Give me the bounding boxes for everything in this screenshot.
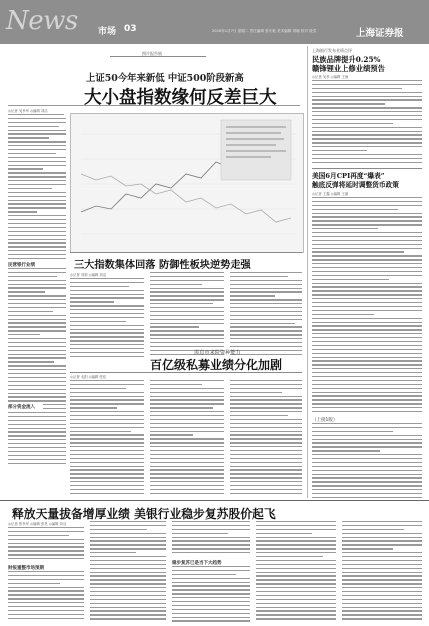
- chart-image: [70, 113, 304, 253]
- sidebar-middle-byline: ◎记者 王鑫 ◎编辑 王丽: [312, 192, 349, 196]
- section-head-left2: 部分资金流入: [8, 404, 43, 410]
- section-head-left1: 民营银行业绩: [8, 263, 35, 268]
- main-headline-small: 上证50今年来新低 中证500阶段新高: [86, 73, 244, 84]
- sidebar-top-headline: 民族品牌提升0.25% 赣锋锂业上修业绩预告: [312, 55, 385, 73]
- page-number: 03: [124, 24, 137, 34]
- middle-right-byline: ◎记者 毛阳 ◎编辑 张佳: [70, 375, 107, 379]
- bottom-byline: ◎记者 张孝军 ◎编辑 张昊 ◎编辑 刘洁: [8, 522, 67, 526]
- sidebar-top-kicker: 上海银行发布业绩点评: [312, 48, 352, 53]
- main-kicker: 图片报告展: [142, 51, 162, 56]
- section-head-right1: （上接1版）: [312, 418, 338, 423]
- masthead: [0, 0, 429, 44]
- bottom-headline: 释放天量拔备增厚业绩 美银行业稳步复苏股价起飞: [12, 507, 276, 521]
- middle-left-byline: ◎记者 刘莉 ◎编辑 刘洁: [70, 273, 107, 277]
- middle-right-headline: 百亿级私募业绩分化加剧: [150, 358, 283, 372]
- middle-right-kicker: 需息市来险资种能力: [194, 350, 241, 356]
- sidebar-top-byline: ◎记者 吴孝 ◎编辑 王雨: [312, 75, 349, 79]
- main-headline-large: 大小盘指数缘何反差巨大: [84, 88, 277, 108]
- bottom-subhead-2: 稳步复苏已是当下大趋势: [172, 561, 222, 566]
- main-byline: ◎记者 吴孝军 ◎编辑 刘洁: [8, 109, 48, 113]
- middle-left-headline: 三大指数集体回落 防御性板块逆势走强: [74, 259, 251, 271]
- masthead-date: 2020年1月7日 星期二 责任编辑 张冬艳 美术编辑 刘晓 校对 段雪: [212, 29, 317, 33]
- bottom-subhead-1: 财报重整市场预期: [8, 566, 44, 571]
- paper-name: 上海证券报: [356, 28, 404, 39]
- masthead-section: 市场: [98, 27, 117, 37]
- sidebar-middle-headline: 美国6月CPI再度“爆表” 触底反弹将延时调整货币政策: [312, 172, 399, 189]
- masthead-logo: News: [6, 6, 78, 36]
